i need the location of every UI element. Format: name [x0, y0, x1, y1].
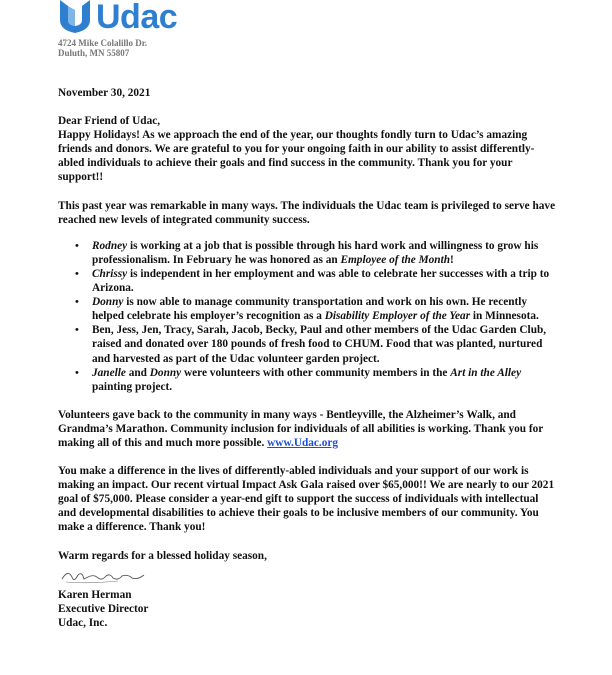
- address-line-2: Duluth, MN 55807: [58, 48, 130, 58]
- list-item-text: were volunteers with other community members in the: [181, 366, 451, 379]
- person-name: Chrissy: [92, 267, 128, 280]
- list-item-text: painting project.: [92, 380, 173, 393]
- udac-logo-mark-icon: [58, 0, 92, 34]
- closing: Warm regards for a blessed holiday season,: [58, 549, 267, 562]
- address-line-1: 4724 Mike Colalillo Dr.: [58, 38, 148, 48]
- letter-body: [58, 86, 558, 630]
- udac-logo: [58, 0, 177, 34]
- list-item-text: and: [125, 366, 150, 379]
- signer-title: Executive Director: [58, 602, 149, 615]
- list-item-text: is now able to manage community transportation and work on his own. He recently helped celebrate his employer’s recognition as a: [92, 296, 528, 323]
- list-item-emphasis: Art in the Alley: [450, 366, 522, 379]
- list-item-text: Ben, Jess, Jen, Tracy, Sarah, Jacob, Becky, Paul and other members of the Udac Garden Club, raised and donated over 180 pounds of fresh food to CHUM. Food that was planted, nurtured and harvested as part of the Udac volunteer garden project.: [92, 324, 547, 365]
- list-item: [92, 295, 558, 323]
- paragraph-4: You make a difference in the lives of differently-abled individuals and your support of our work is making an impact. Our recent virtual Impact Ask Gala raised over $65,000!! We are nearly to our 2021 goal of $75,000. Please consider a year-end gift to support the success of individuals with intellectual and developmental disabilities to achieve their goals to be inclusive members of our community. You make a difference. Thank you!: [58, 465, 555, 534]
- website-link[interactable]: www.Udac.org: [267, 436, 339, 449]
- list-item: [92, 366, 558, 394]
- person-name: Rodney: [92, 239, 128, 252]
- letter-date: November 30, 2021: [58, 87, 151, 99]
- list-item-emphasis: Employee of the Month: [340, 253, 450, 266]
- paragraph-2: This past year was remarkable in many ways. The individuals the Udac team is privileged to serve have reached new levels of integrated community success.: [58, 199, 556, 226]
- person-name: Donny: [92, 296, 124, 309]
- intro-paragraph: Happy Holidays! As we approach the end of the year, our thoughts fondly turn to Udac’s amazing friends and donors. We are grateful to you for your ongoing faith in our ability to assist differently-abled individuals to achieve their goals and find success in the community. Thank you for your support!!: [58, 129, 535, 184]
- signer-name: Karen Herman: [58, 588, 132, 601]
- list-item: [92, 239, 558, 267]
- paragraph-3-text: Volunteers gave back to the community in many ways - Bentleyville, the Alzheimer’s Walk, and Grandma’s Marathon. Community inclusion for individuals of all abilities is working. Thank you for making all of this and much more possible.: [58, 408, 544, 449]
- person-name: Donny: [149, 366, 182, 379]
- list-item: [92, 267, 558, 295]
- highlights-list: [58, 239, 558, 394]
- handwritten-signature: [58, 565, 558, 587]
- list-item-text: !: [450, 253, 454, 266]
- list-item-text: is independent in her employment and was able to celebrate her successes with a trip to Arizona.: [92, 267, 550, 295]
- signer-organization: Udac, Inc.: [58, 616, 108, 629]
- list-item-text: is working at a job that is possible through his hard work and willingness to grow his professionalism. In February he was honored as an: [92, 239, 539, 266]
- person-name: Janelle: [92, 366, 126, 379]
- list-item-emphasis: Disability Employer of the Year: [324, 310, 471, 323]
- salutation: Dear Friend of Udac,: [58, 115, 161, 128]
- udac-logo-text: Udac: [96, 0, 178, 36]
- paragraph-3: [58, 408, 558, 450]
- sender-address: [58, 38, 147, 58]
- list-item-text: in Minnesota.: [470, 310, 539, 323]
- list-item: [92, 323, 558, 365]
